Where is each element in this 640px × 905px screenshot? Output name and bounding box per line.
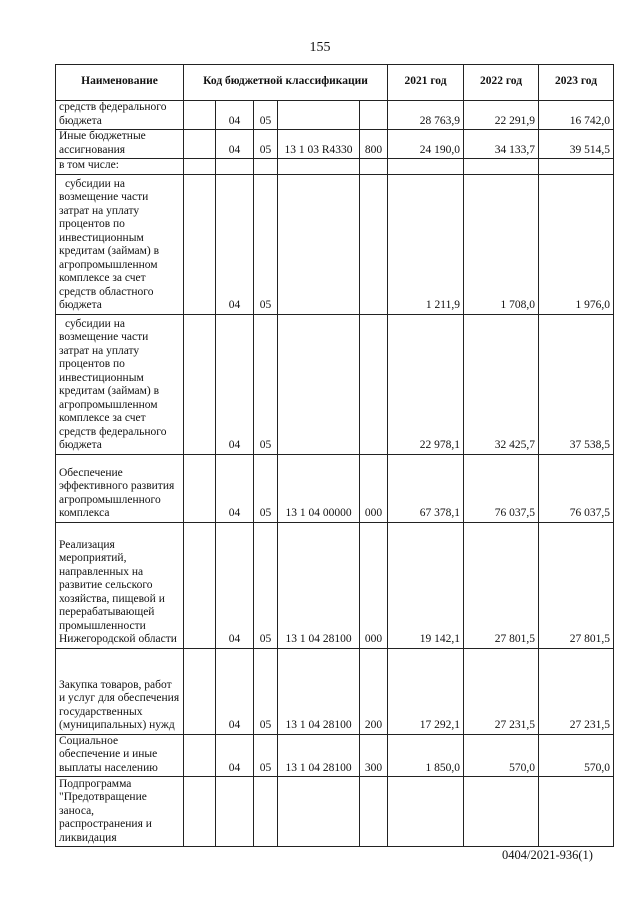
row-article: 13 1 04 28100 — [278, 648, 360, 734]
row-expense: 800 — [360, 130, 388, 159]
row-name: Иные бюджетные ассигнования — [56, 130, 184, 159]
table-row — [56, 777, 614, 847]
header-2021: 2021 год — [388, 65, 464, 101]
row-section: 04 — [216, 522, 254, 648]
row-spacer — [184, 174, 216, 314]
table-body — [56, 101, 614, 847]
row-2021: 1 211,9 — [388, 174, 464, 314]
row-subsection: 05 — [254, 174, 278, 314]
row-2022 — [464, 159, 539, 175]
table-header — [56, 65, 614, 101]
row-2022: 22 291,9 — [464, 101, 539, 130]
row-spacer — [184, 777, 216, 847]
row-section: 04 — [216, 454, 254, 522]
row-2023: 1 976,0 — [539, 174, 614, 314]
table-row — [56, 314, 614, 454]
row-section — [216, 159, 254, 175]
row-expense: 000 — [360, 454, 388, 522]
row-2021: 67 378,1 — [388, 454, 464, 522]
row-name: Социальное обеспечение и иные выплаты населению — [56, 734, 184, 777]
row-name: в том числе: — [56, 159, 184, 175]
page-number: 155 — [309, 40, 331, 55]
row-subsection: 05 — [254, 522, 278, 648]
row-spacer — [184, 101, 216, 130]
row-2023: 76 037,5 — [539, 454, 614, 522]
row-section — [216, 777, 254, 847]
row-2023: 27 231,5 — [539, 648, 614, 734]
row-2023: 570,0 — [539, 734, 614, 777]
row-spacer — [184, 130, 216, 159]
document-code: 0404/2021-936(1) — [502, 848, 593, 862]
row-expense — [360, 174, 388, 314]
row-2023: 16 742,0 — [539, 101, 614, 130]
row-2021: 19 142,1 — [388, 522, 464, 648]
row-2022: 32 425,7 — [464, 314, 539, 454]
header-name: Наименование — [56, 65, 184, 101]
table-row — [56, 159, 614, 175]
row-expense: 300 — [360, 734, 388, 777]
row-2023 — [539, 777, 614, 847]
row-expense: 200 — [360, 648, 388, 734]
row-name: Подпрограмма "Предотвращение заноса, распространения и ликвидация — [56, 777, 184, 847]
row-spacer — [184, 734, 216, 777]
row-name: Закупка товаров, работ и услуг для обеспечения государственных (муниципальных) нужд — [56, 648, 184, 734]
header-2023: 2023 год — [539, 65, 614, 101]
row-name: Реализация мероприятий, направленных на развитие сельского хозяйства, пищевой и перерабатывающей промышленности Нижегородской области — [56, 522, 184, 648]
row-expense — [360, 159, 388, 175]
row-spacer — [184, 159, 216, 175]
row-2023 — [539, 159, 614, 175]
row-2022: 34 133,7 — [464, 130, 539, 159]
row-section: 04 — [216, 174, 254, 314]
row-subsection: 05 — [254, 130, 278, 159]
row-article — [278, 314, 360, 454]
row-subsection: 05 — [254, 314, 278, 454]
row-article: 13 1 04 00000 — [278, 454, 360, 522]
table-row — [56, 101, 614, 130]
row-subsection: 05 — [254, 101, 278, 130]
header-2022: 2022 год — [464, 65, 539, 101]
row-section: 04 — [216, 648, 254, 734]
table-row — [56, 174, 614, 314]
row-subsection: 05 — [254, 648, 278, 734]
row-section: 04 — [216, 101, 254, 130]
row-article — [278, 777, 360, 847]
table-row — [56, 734, 614, 777]
table-row — [56, 522, 614, 648]
row-subsection — [254, 777, 278, 847]
row-article — [278, 159, 360, 175]
row-spacer — [184, 314, 216, 454]
table-row — [56, 130, 614, 159]
row-article — [278, 101, 360, 130]
row-2022: 76 037,5 — [464, 454, 539, 522]
row-2023: 39 514,5 — [539, 130, 614, 159]
row-2021: 24 190,0 — [388, 130, 464, 159]
row-name: субсидии на возмещение части затрат на уплату процентов по инвестиционным кредитам (займам) в агропромышленном комплексе за счет средств федерального бюджета — [56, 314, 184, 454]
row-spacer — [184, 648, 216, 734]
row-2021: 1 850,0 — [388, 734, 464, 777]
row-2022 — [464, 777, 539, 847]
header-classification: Код бюджетной классификации — [184, 65, 388, 101]
row-article: 13 1 04 28100 — [278, 522, 360, 648]
row-subsection: 05 — [254, 734, 278, 777]
row-2021: 28 763,9 — [388, 101, 464, 130]
row-2021: 22 978,1 — [388, 314, 464, 454]
row-expense — [360, 314, 388, 454]
row-name: субсидии на возмещение части затрат на уплату процентов по инвестиционным кредитам (займам) в агропромышленном комплексе за счет средств областного бюджета — [56, 174, 184, 314]
row-2023: 37 538,5 — [539, 314, 614, 454]
row-article: 13 1 04 28100 — [278, 734, 360, 777]
row-spacer — [184, 522, 216, 648]
row-2021 — [388, 159, 464, 175]
row-subsection: 05 — [254, 454, 278, 522]
row-section: 04 — [216, 734, 254, 777]
budget-table — [55, 64, 614, 847]
row-spacer — [184, 454, 216, 522]
row-subsection — [254, 159, 278, 175]
row-2022: 1 708,0 — [464, 174, 539, 314]
row-section: 04 — [216, 130, 254, 159]
table-row — [56, 454, 614, 522]
row-2022: 27 801,5 — [464, 522, 539, 648]
row-2022: 570,0 — [464, 734, 539, 777]
row-expense: 000 — [360, 522, 388, 648]
row-2023: 27 801,5 — [539, 522, 614, 648]
row-section: 04 — [216, 314, 254, 454]
row-expense — [360, 101, 388, 130]
row-2021 — [388, 777, 464, 847]
row-article — [278, 174, 360, 314]
row-2022: 27 231,5 — [464, 648, 539, 734]
row-expense — [360, 777, 388, 847]
row-name: Обеспечение эффективного развития агропромышленного комплекса — [56, 454, 184, 522]
table-row — [56, 648, 614, 734]
row-2021: 17 292,1 — [388, 648, 464, 734]
row-name: средств федерального бюджета — [56, 101, 184, 130]
row-article: 13 1 03 R4330 — [278, 130, 360, 159]
